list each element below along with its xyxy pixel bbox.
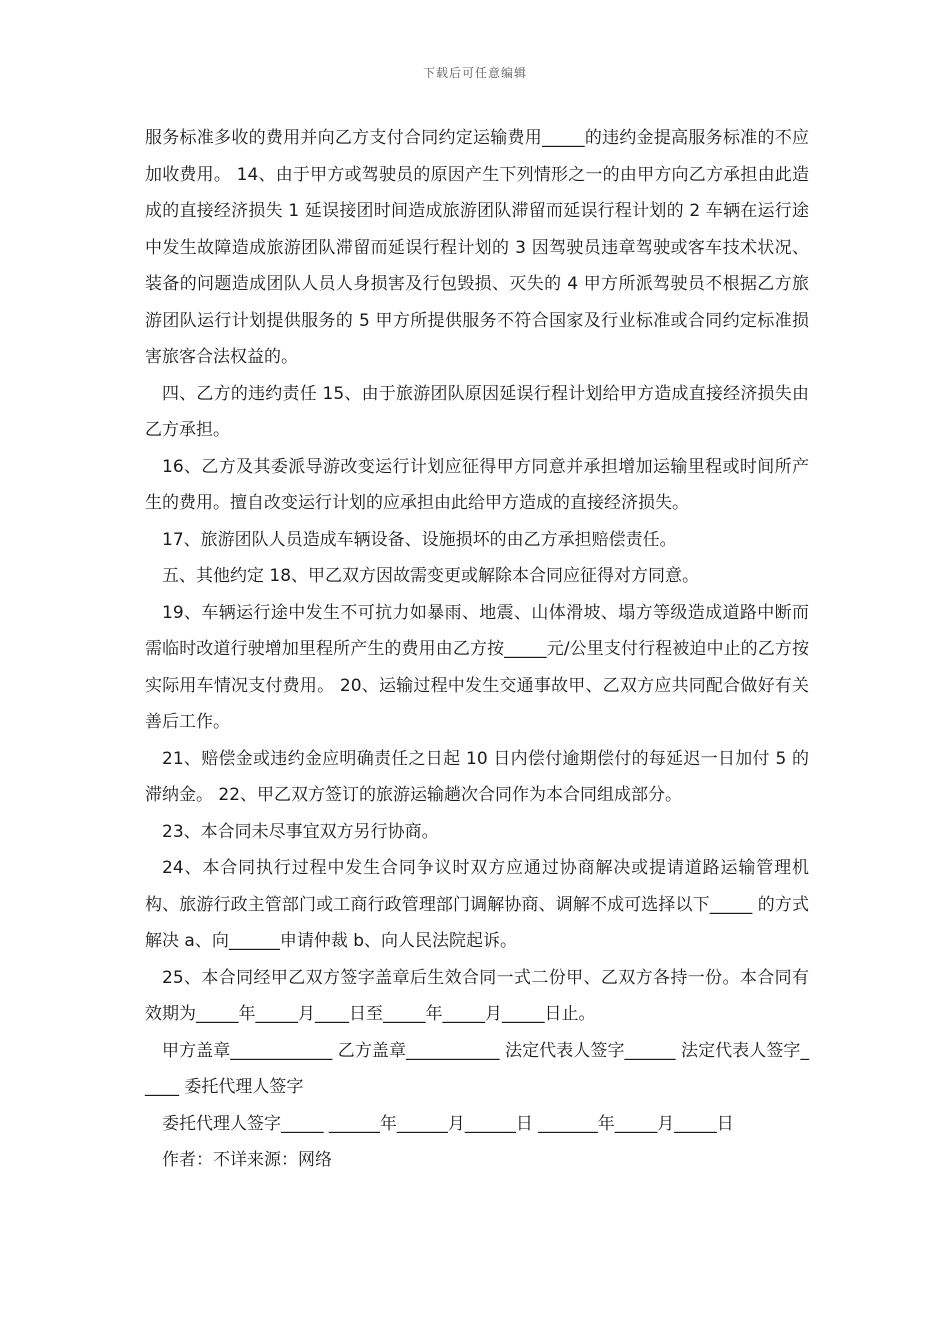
paragraph-agent-dates: 委托代理人签字_____ ______年______月______日 _______年_____月_____日 [162,1113,734,1134]
paragraph-section-four: 四、乙方的违约责任 15、由于旅游团队原因延误行程计划给甲方造成直接经济损失由乙方承担。 [145,383,809,440]
paragraph-clause-19: 19、车辆运行途中发生不可抗力如暴雨、地震、山体滑坡、塌方等级造成道路中断而需临时改道行驶增加里程所产生的费用由乙方按_____元/公里支付行程被迫中止的乙方按实际用车情况支付费用。 20、运输过程中发生交通事故甲、乙双方应共同配合做好有关善后工作。 [145,602,809,732]
paragraph-breach-of-party-a: 服务标准多收的费用并向乙方支付合同约定运输费用_____的违约金提高服务标准的不应加收费用。 14、由于甲方或驾驶员的原因产生下列情形之一的由甲方向乙方承担由此造成的直接经济损失 1 延误接团时间造成旅游团队滞留而延误行程计划的 2 车辆在运行途中发生故障造成旅游团队滞留而延误行程计划的 3 因驾驶员违章驾驶或客车技术状况、装备的问题造成团队人员人身损害及行包毁损、灭失的 4 甲方所派驾驶员不根据乙方旅游团队运行计划提供服务的 5 甲方所提供服务不符合国家及行业标准或合同约定标准损害旅客合法权益的。 [145,128,809,367]
paragraph-clause-21: 21、赔偿金或违约金应明确责任之日起 10 日内偿付逾期偿付的每延迟一日加付 5 的滞纳金。 22、甲乙双方签订的旅游运输趟次合同作为本合同组成部分。 [145,748,809,805]
paragraph-section-five: 五、其他约定 18、甲乙双方因故需变更或解除本合同应征得对方同意。 [162,566,700,586]
paragraph-clause-25: 25、本合同经甲乙双方签字盖章后生效合同一式二份甲、乙双方各持一份。本合同有效期为_____年_____月____日至_____年_____月_____日止。 [145,967,809,1024]
paragraph-clause-24: 24、本合同执行过程中发生合同争议时双方应通过协商解决或提请道路运输管理机构、旅游行政主管部门或工商行政管理部门调解协商、调解不成可选择以下_____ 的方式解决 a、向______申请仲裁 b、向人民法院起诉。 [145,858,809,951]
paragraph-clause-23: 23、本合同未尽事宜双方另行协商。 [162,821,439,842]
paragraph-author-source: 作者：不详来源：网络 [162,1150,332,1170]
page-header: 下载后可任意编辑 [422,66,527,80]
paragraph-clause-17: 17、旅游团队人员造成车辆设备、设施损坏的由乙方承担赔偿责任。 [162,529,677,550]
document-body [145,120,809,1179]
paragraph-signatures: 甲方盖章____________ 乙方盖章___________ 法定代表人签字______ 法定代表人签字_____ 委托代理人签字 [145,1040,809,1097]
paragraph-clause-16: 16、乙方及其委派导游改变运行计划应征得甲方同意并承担增加运输里程或时间所产生的费用。擅自改变运行计划的应承担由此给甲方造成的直接经济损失。 [145,456,809,513]
